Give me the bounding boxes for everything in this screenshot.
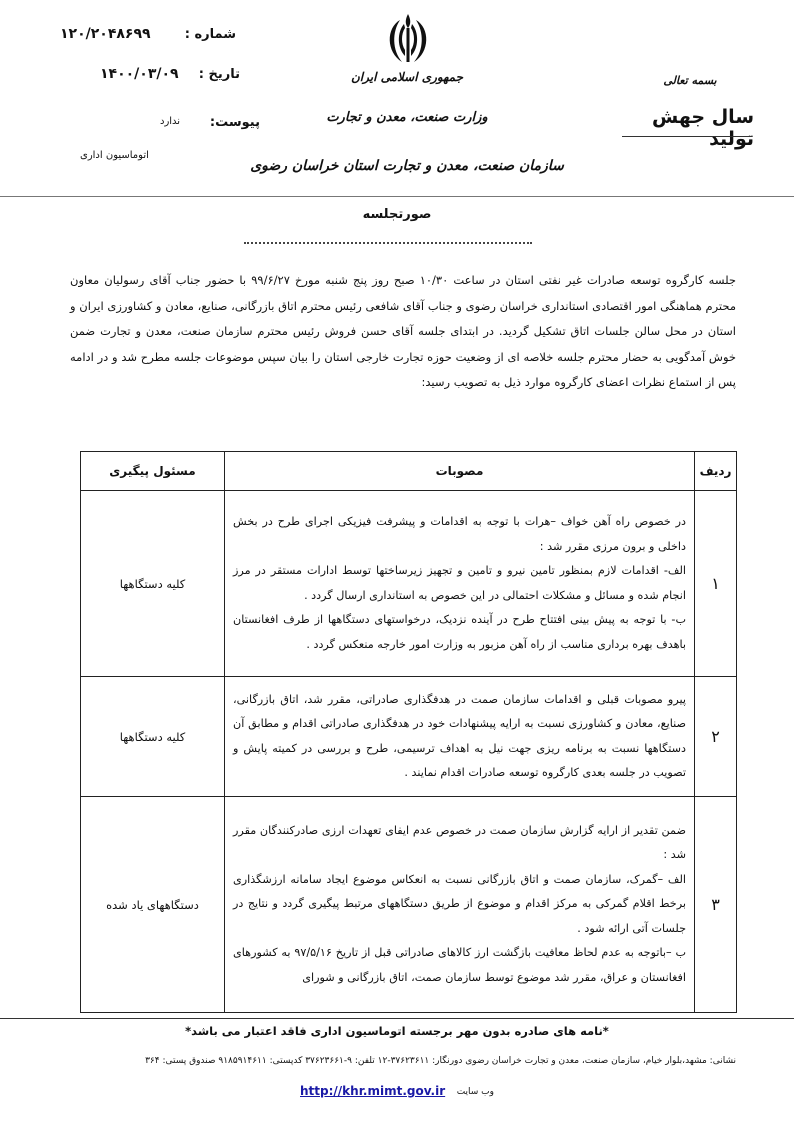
document-title: صورتجلسه — [362, 207, 432, 222]
header-resolution: مصوبات — [225, 452, 695, 491]
basmala: بسمه تعالی — [663, 74, 717, 87]
resolution-cell — [225, 491, 695, 677]
resolution-paragraph: ب- با توجه به پیش بینی افتتاح طرح در آینده نزدیک، درخواستهای دستگاهها از طرف افغانستان باهدف بهره برداری مناسب از راه آهن مزبور به وزارت امور خارجه منعکس گردد . — [233, 613, 686, 651]
attachment-field — [160, 112, 260, 132]
attachment-value: ندارد — [160, 116, 181, 127]
resolution-paragraph: ضمن تقدیر از ارایه گزارش سازمان صمت در خصوص عدم ایفای تعهدات ارزی صادرکنندگان مقرر شد : — [233, 823, 686, 862]
table-row — [81, 491, 737, 677]
website-line — [290, 1084, 504, 1104]
table-header-row — [81, 452, 737, 491]
resolution-cell — [225, 677, 695, 797]
number-field — [60, 24, 236, 44]
stamp-note: *نامه های صادره بدون مهر برجسته اتوماسیون اداری فاقد اعتبار می باشد* — [185, 1024, 609, 1038]
emblem-icon — [378, 10, 438, 68]
slogan-underline — [622, 136, 752, 137]
organization-title: سازمان صنعت، معدن و تجارت استان خراسان رضوی — [250, 158, 564, 174]
resolution-cell — [225, 797, 695, 1013]
date-label: تاریخ : — [198, 67, 240, 82]
row-number: ۱ — [695, 491, 737, 677]
resolutions-table — [80, 451, 737, 1013]
number-label: شماره : — [184, 27, 236, 42]
website-link[interactable]: http://khr.mimt.gov.ir — [300, 1084, 446, 1098]
row-number: ۳ — [695, 797, 737, 1013]
resolution-paragraph: در خصوص راه آهن خواف –هرات با توجه به اقدامات و پیشرفت فیزیکی اجرای طرح در بخش داخلی و برون مرزی مقرر شد : — [233, 515, 686, 553]
website-label: وب سایت — [456, 1087, 494, 1097]
footer-divider — [0, 1018, 794, 1019]
header-row-number: ردیف — [695, 452, 737, 491]
date-field — [100, 64, 240, 84]
row-number: ۲ — [695, 677, 737, 797]
table-row — [81, 797, 737, 1013]
resolution-paragraph: الف- اقدامات لازم بمنظور تامین نیرو و تامین و تجهیز زیرساختها توسط ادارات مستقر در مرز انجام شده و مسائل و مشکلات احتمالی در این خصوص به استانداری ارسال گردد . — [233, 564, 686, 602]
header-responsible: مسئول پیگیری — [81, 452, 225, 491]
automation-note: اتوماسیون اداری — [80, 150, 149, 161]
resolution-paragraph: ب –باتوجه به عدم لحاظ معافیت بازگشت ارز کالاهای صادراتی قبل از تاریخ ۹۷/۵/۱۶ به کشورهای افغانستان و عراق، مقرر شد موضوع توسط سازمان صمت، اتاق بازرگانی و شورای — [233, 946, 686, 984]
title-dashed-rule — [244, 242, 532, 244]
number-value: ۱۲۰/۲۰۴۸۶۹۹ — [60, 26, 151, 42]
responsible-cell: کلیه دستگاهها — [81, 677, 225, 797]
footer-address: نشانی: مشهد،بلوار خیام، سازمان صنعت، معدن و تجارت خراسان رضوی دورنگار: ۳۷۶۲۳۶۱۱-۱۲ تلفن: ۹-۳۷۶۲۳۶۶۱ کدپستی: ۹۱۸۵۹۱۴۶۱۱ صندوق پستی: ۳۶۴ — [145, 1056, 736, 1066]
header-divider — [0, 196, 794, 197]
year-slogan: سال جهش تولید — [651, 106, 754, 150]
responsible-cell: کلیه دستگاهها — [81, 491, 225, 677]
date-value: ۱۴۰۰/۰۳/۰۹ — [100, 66, 179, 82]
ministry-title: وزارت صنعت، معدن و تجارت — [326, 110, 488, 125]
responsible-cell: دستگاههای یاد شده — [81, 797, 225, 1013]
resolution-paragraph: الف –گمرک، سازمان صمت و اتاق بازرگانی نسبت به انعکاس موضوع ایجاد سامانه ارزشگذاری برخط اقلام گمرکی به مرکز اقدام و موضوع از طریق دستگاههای مرتبط پیگیری گردد و نتایج در جلسات آتی ارائه شود . — [233, 872, 686, 935]
intro-paragraph: جلسه کارگروه توسعه صادرات غیر نفتی استان در ساعت ۱۰/۳۰ صبح روز پنج شنبه مورخ ۹۹/۶/۲۷ با حضور جناب آقای رسولیان معاون محترم هماهنگی امور اقتصادی استانداری خراسان رضوی و جناب آقای شافعی رئیس محترم اتاق بازرگانی، صنایع، معادن و کشاورزی ایران و استان در محل سالن جلسات اتاق تشکیل گردید. در ابتدای جلسه آقای حسن فروش رئیس محترم سازمان صنعت، معدن و تجارت ضمن خوش آمدگویی به حضار محترم جلسه خلاصه ای از وضعیت حوزه تجارت خارجی استان را بیان سپس موضوعات جلسه مطرح شد و در ادامه پس از استماع نظرات اعضای کارگروه موارد ذیل به تصویب رسید: — [70, 273, 736, 389]
attachment-label: پیوست: — [209, 115, 260, 130]
republic-title: جمهوری اسلامی ایران — [350, 70, 464, 84]
resolution-paragraph: پیرو مصوبات قبلی و اقدامات سازمان صمت در هدفگذاری صادراتی، مقرر شد، اتاق بازرگانی، صنایع، معادن و کشاورزی نسبت به ارایه پیشنهادات خود در هدفگذاری صادراتی اقدام و مطابق آن دستگاهها نسبت به برنامه ریزی جهت نیل به اهداف ترسیمی، طرح و بررسی در کمیته پایش و تصویب در جلسه بعدی کارگروه توسعه صادرات اقدام نمایند . — [233, 692, 686, 779]
table-row — [81, 677, 737, 797]
